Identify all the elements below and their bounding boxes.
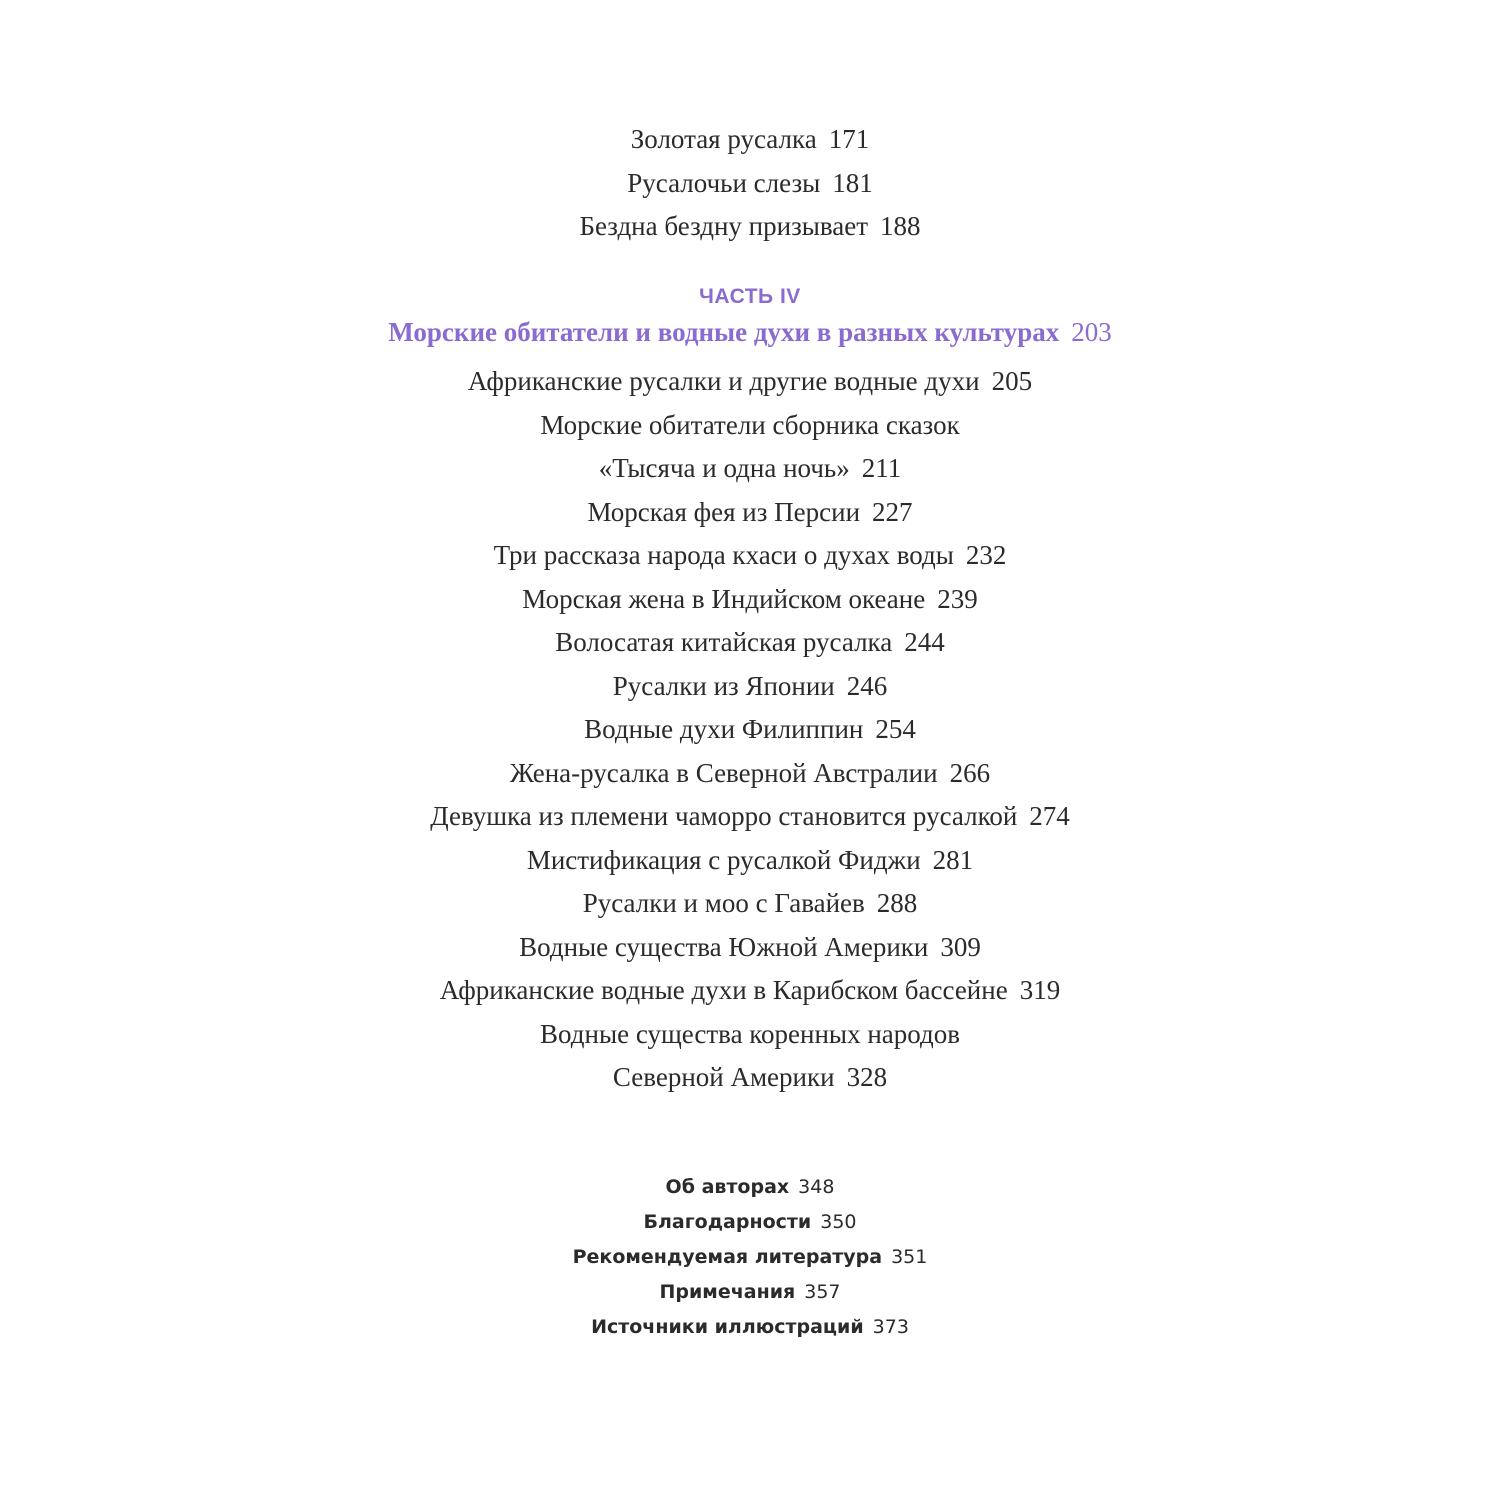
part-title-page: 203 [1071, 317, 1112, 347]
toc-entry[interactable] [0, 926, 1500, 970]
back-matter-entry[interactable] [0, 1310, 1500, 1345]
toc-entry-title: Северной Америки [612, 1062, 835, 1092]
toc-entry-title: Водные существа коренных народов [540, 1018, 960, 1049]
toc-entry-title: Африканские русалки и другие водные духи [467, 366, 980, 396]
toc-entry[interactable] [0, 534, 1500, 578]
toc-entry-title: Бездна бездну призывает [579, 211, 869, 241]
toc-entry[interactable] [0, 118, 1500, 162]
toc-entry-title: Морская фея из Персии [587, 496, 861, 527]
toc-entry[interactable] [0, 621, 1500, 665]
toc-entry-title: Волосатая китайская русалка [555, 627, 893, 657]
toc-entry-page: 188 [880, 211, 921, 241]
toc-entry[interactable] [0, 491, 1500, 535]
back-matter-title: Благодарности [643, 1211, 812, 1233]
back-matter-page: 350 [820, 1211, 857, 1233]
toc-entry-title: Водные духи Филиппин [584, 714, 864, 744]
toc-entry-page: 211 [861, 453, 902, 483]
back-matter-title: Примечания [659, 1281, 796, 1303]
toc-entry-title: Жена-русалка в Северной Австралии [509, 757, 938, 788]
toc-entry-title: Русалочьи слезы [627, 167, 821, 198]
back-matter-entry[interactable] [0, 1275, 1500, 1310]
toc-main-list [0, 360, 1500, 1100]
toc-entry-title: «Тысяча и одна ночь» [598, 453, 850, 483]
toc-entry-page: 266 [949, 757, 991, 788]
toc-entry-title: Водные существа Южной Америки [519, 931, 929, 962]
back-matter-title: Об авторах [665, 1176, 790, 1198]
toc-entry-title: Африканские водные духи в Карибском бассейне [439, 975, 1008, 1005]
toc-entry[interactable] [0, 1013, 1500, 1057]
back-matter-title: Рекомендуемая литература [572, 1246, 883, 1268]
toc-entry-title: Русалки из Японии [612, 670, 835, 701]
toc-entry[interactable] [0, 839, 1500, 883]
back-matter-page: 373 [872, 1316, 909, 1338]
part-title-entry[interactable] [0, 312, 1500, 352]
toc-entry-page: 274 [1029, 801, 1070, 831]
toc-entry[interactable] [0, 708, 1500, 752]
back-matter-title: Источники иллюстраций [591, 1316, 864, 1338]
toc-top-list [0, 118, 1500, 249]
toc-entry[interactable] [0, 205, 1500, 249]
back-matter-page: 348 [798, 1176, 835, 1198]
toc-entry-page: 254 [875, 714, 916, 744]
toc-entry-page: 319 [1019, 975, 1061, 1005]
toc-entry-page: 288 [876, 888, 918, 918]
toc-entry-page: 232 [965, 540, 1007, 570]
toc-entry-title: Девушка из племени чаморро становится русалкой [430, 801, 1018, 831]
back-matter-entry[interactable] [0, 1205, 1500, 1240]
toc-entry-page: 227 [872, 496, 913, 527]
toc-entry[interactable] [0, 1056, 1500, 1100]
toc-entry[interactable] [0, 795, 1500, 839]
toc-entry-page: 281 [932, 844, 974, 875]
toc-entry[interactable] [0, 578, 1500, 622]
toc-entry-page: 246 [846, 670, 888, 701]
toc-entry-page: 309 [940, 931, 981, 962]
toc-entry[interactable] [0, 752, 1500, 796]
back-matter-entry[interactable] [0, 1240, 1500, 1275]
toc-entry[interactable] [0, 162, 1500, 206]
toc-entry-page: 205 [991, 366, 1033, 396]
toc-entry-title: Золотая русалка [630, 124, 817, 154]
toc-entry[interactable] [0, 969, 1500, 1013]
toc-entry-title: Морская жена в Индийском океане [522, 583, 926, 614]
toc-entry-title: Русалки и моо с Гавайев [582, 888, 865, 918]
toc-back-matter-list [0, 1170, 1500, 1345]
toc-entry-page: 239 [937, 583, 978, 614]
toc-entry-title: Морские обитатели сборника сказок [540, 409, 960, 440]
part-label: ЧАСТЬ IV [699, 285, 801, 308]
toc-entry[interactable] [0, 665, 1500, 709]
toc-entry[interactable] [0, 447, 1500, 491]
toc-entry-page: 328 [846, 1062, 888, 1092]
toc-entry-page: 171 [828, 124, 870, 154]
back-matter-page: 351 [891, 1246, 928, 1268]
toc-entry-page: 181 [832, 167, 873, 198]
toc-entry-title: Мистификация с русалкой Фиджи [526, 844, 921, 875]
back-matter-entry[interactable] [0, 1170, 1500, 1205]
toc-entry[interactable] [0, 360, 1500, 404]
toc-entry-page: 244 [904, 627, 945, 657]
toc-entry[interactable] [0, 882, 1500, 926]
part-title: Морские обитатели и водные духи в разных культурах [388, 317, 1060, 347]
back-matter-page: 357 [804, 1281, 841, 1303]
toc-entry[interactable] [0, 404, 1500, 448]
toc-entry-title: Три рассказа народа кхаси о духах воды [493, 540, 954, 570]
